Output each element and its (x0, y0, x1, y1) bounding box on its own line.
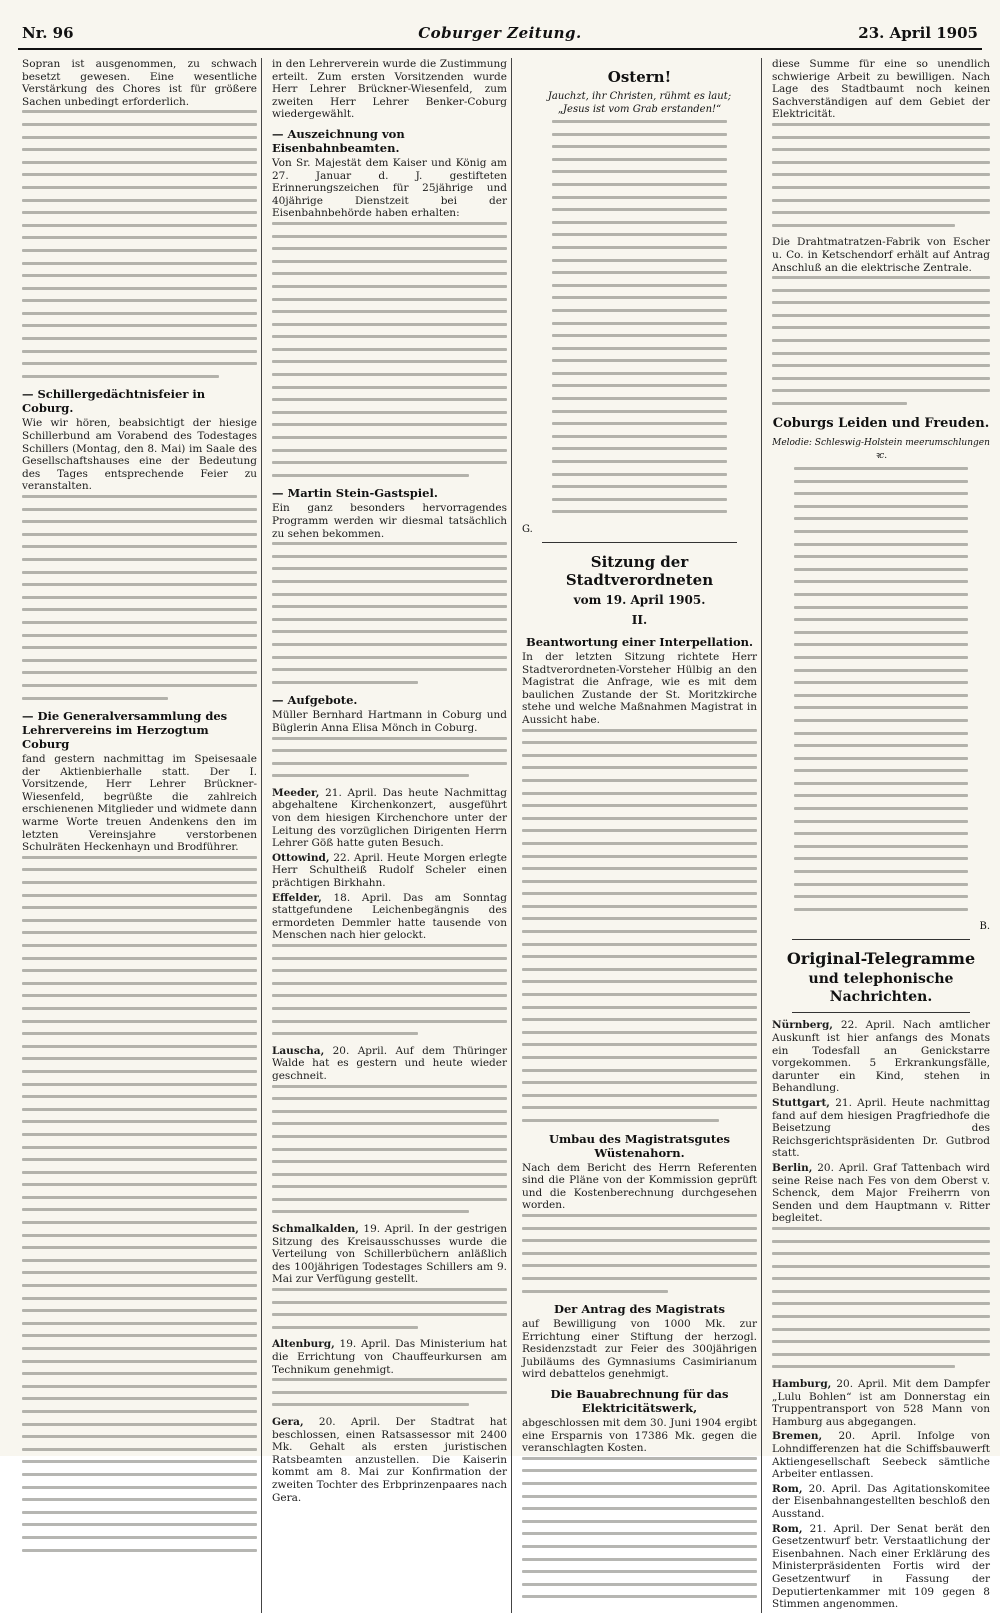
text-block (522, 1214, 757, 1293)
article-text: diese Summe für eine so unendlich schwierige Arbeit zu bewilligen. Nach Lage des Stadtbaumt noch keinen Sachverständigen auf dem Gebiet der Elektricität. (772, 58, 990, 121)
poem-lines (772, 467, 990, 911)
article-date: vom 19. April 1905. (573, 593, 706, 607)
article-text: abgeschlossen mit dem 30. Juni 1904 ergibt eine Ersparnis von 17386 Mk. gegen die veranschlagten Kosten. (522, 1417, 757, 1455)
divider (542, 542, 737, 543)
article-text: auf Bewilligung von 1000 Mk. zur Errichtung einer Stiftung der herzogl. Residenzstadt zur Feier des 300jährigen Jubiläums des Gymnasiums Casimirianum wird debattelos genehmigt. (522, 1318, 757, 1381)
poem-title: Coburgs Leiden und Freuden. (772, 416, 990, 432)
columns (18, 58, 991, 1611)
local-news-item: Lauscha, 20. April. Auf dem Thüringer Walde hat es gestern und heute wieder geschneit. (272, 1044, 507, 1082)
article-text: Die Drahtmatratzen-Fabrik von Escher u. Co. in Ketschendorf erhält auf Antrag Anschluß an die elektrische Zentrale. (772, 236, 990, 274)
telegram-item: Rom, 20. April. Das Agitationskomitee der Eisenbahnangestellten beschloß den Ausstand. (772, 1482, 991, 1520)
text-block (22, 495, 257, 700)
telegram-item: Rom, 21. April. Der Senat berät den Gesetzentwurf betr. Verstaatlichung der Eisenbahnen. Nach einer Erklärung des Ministerpräsidenten Fortis wird der Gesetzentwurf in Fassung der Deputiertenkammer mit 109 gegen 8 Stimmen angenommen. (772, 1522, 990, 1611)
telegram-item: Bremen, 20. April. Infolge von Lohndifferenzen hat die Schiffsbauwerft Aktiengesellschaft Seebeck sämtliche Arbeiter entlassen. (772, 1430, 990, 1481)
article-text: Müller Bernhard Hartmann in Coburg und Büglerin Anna Elisa Mönch in Coburg. (272, 709, 507, 734)
text-block (772, 1227, 990, 1369)
section-heading: Umbau des Magistratsgutes Wüstenahorn. (548, 1131, 731, 1160)
local-news-item: Gera, 20. April. Der Stadtrat hat beschlossen, einen Ratsassessor mit 2400 Mk. Gehalt als ersten juristischen Ratsbeamten anzustellen. Die Kaiserin kommt am 8. Mai zur Konfirmation der zweiten Tochter des Erbprinzenpaares nach Gera. (272, 1415, 508, 1504)
text-block (22, 110, 257, 377)
place-name: Ottowind, (272, 851, 330, 864)
text-block (272, 1378, 507, 1406)
masthead (18, 22, 982, 50)
issue-date: 23. April 1905 (858, 24, 978, 42)
local-news-item: Ottowind, 22. April. Heute Morgen erlegte Herr Schultheiß Rudolf Scheler einen prächtigen Birkhahn. (272, 851, 507, 890)
telegram-item: Berlin, 20. April. Graf Tattenbach wird seine Reise nach Fes von dem Oberst v. Schenck, dem Major Freiherrn von Senden und dem Hauptmann v. Ritter begleitet. (772, 1161, 990, 1225)
section-title: Original-Telegramme (786, 949, 976, 969)
text-block (272, 944, 507, 1035)
text-block (272, 542, 507, 684)
place-name: Schmalkalden, (272, 1223, 359, 1236)
article-part: II. (631, 613, 648, 627)
text-block (272, 1288, 507, 1329)
place-name: Rom, (772, 1482, 803, 1495)
poem-lines (522, 120, 757, 513)
section-heading: Beantwortung einer Interpellation. (526, 635, 753, 649)
article-text: fand gestern nachmittag im Speisesaale der Aktienbierhalle statt. Der I. Vorsitzende, Herr Lehrer Brückner-Wiesenfeld, begrüßte die zahlreich erschienenen Mitglieder und widmete dann warme Worte treuen Andenkens den im letzten Vereinsjahre verstorbenen Schulräten Heckenhayn und Brodführer. (22, 753, 257, 854)
place-name: Berlin, (772, 1161, 813, 1174)
article-title: Sitzung der Stadtverordneten (565, 553, 714, 589)
issue-number: Nr. 96 (22, 24, 74, 42)
place-name: Altenburg, (272, 1338, 335, 1351)
article-text: in den Lehrerverein wurde die Zustimmung erteilt. Zum ersten Vorsitzenden wurde Herr Lehrer Brückner-Wiesenfeld, zum zweiten Herr Lehrer Benker-Coburg wiedergewählt. (272, 58, 507, 121)
section-subtitle: und telephonische Nachrichten. (808, 971, 954, 1006)
place-name: Bremen, (772, 1430, 823, 1443)
article-text: Wie wir hören, beabsichtigt der hiesige Schillerbund am Vorabend des Todestages Schillers (Montag, den 8. Mai) im Saale des Gesellschaftshauses eine der Bedeutung des Tages entsprechende Feier zu veranstalten. (22, 417, 257, 493)
article-text: Ein ganz besonders hervorragendes Programm werden wir diesmal tatsächlich zu sehen bekommen. (272, 502, 507, 540)
divider (792, 1012, 970, 1013)
newspaper-title: Coburger Zeitung. (418, 24, 582, 42)
place-name: Meeder, (272, 786, 320, 799)
text-block (772, 123, 990, 227)
poem-melody: Melodie: Schleswig-Holstein meerumschlungen ꝛc. (772, 438, 990, 462)
poem (522, 90, 757, 116)
text-block (22, 856, 257, 1552)
text-block (272, 737, 507, 778)
article-text: Nach dem Bericht des Herrn Referenten sind die Pläne von der Kommission geprüft und die Kostenberechnung durchgesehen worden. (522, 1161, 757, 1212)
section-heading: — Aufgebote. (272, 693, 358, 708)
local-news-item: Effelder, 18. April. Das am Sonntag stattgefundene Leichenbegängnis des ermordeten Demmler hatte tausende von Menschen nach hier gelockt. (272, 891, 507, 942)
article-text: Sopran ist ausgenommen, zu schwach besetzt gewesen. Eine wesentliche Verstärkung des Chores ist für größere Sachen unbedingt erforderlich. (22, 58, 257, 108)
section-heading: Die Bauabrechnung für das Elektricitätswerk, (550, 1387, 729, 1416)
place-name: Hamburg, (772, 1378, 832, 1391)
place-name: Stuttgart, (772, 1096, 830, 1109)
place-name: Effelder, (272, 891, 322, 904)
poem-line: „Jesus ist vom Grab erstanden!“ (557, 104, 722, 115)
local-news-item: Schmalkalden, 19. April. In der gestrigen Sitzung des Kreisausschusses wurde die Verteilung von Schillerbüchern anläßlich des 100jährigen Todestages Schillers am 9. Mai zur Verfügung gestellt. (272, 1223, 507, 1286)
text-block (522, 729, 757, 1122)
text-block (272, 222, 507, 477)
column-1 (18, 58, 262, 1613)
column-2 (268, 58, 512, 1613)
article-text: Von Sr. Majestät dem Kaiser und König am 27. Januar d. J. gestifteten Erinnerungszeichen für 25jährige und 40jährige Dienstzeit bei der Eisenbahnbehörde haben erhalten: (272, 156, 507, 220)
poem-signature: B. (979, 921, 990, 933)
section-heading: — Martin Stein-Gastspiel. (272, 486, 438, 501)
article-text: In der letzten Sitzung richtete Herr Stadtverordneten-Vorsteher Hülbig an den Magistrat die Anfrage, wie es mit dem baulichen Zustande der St. Moritzkirche stehe und welche Maßnahmen Magistrat in Aussicht habe. (522, 651, 757, 726)
column-4 (768, 58, 994, 1613)
local-news-item: Meeder, 21. April. Das heute Nachmittag abgehaltene Kirchenkonzert, ausgeführt von dem hiesigen Kirchenchore unter der Leitung des vorzüglichen Dirigenten Herrn Lehrer Göß hatte guten Besuch. (272, 786, 507, 850)
divider (792, 939, 970, 940)
text-block (772, 276, 990, 405)
section-heading: Der Antrag des Magistrats (553, 1302, 725, 1317)
place-name: Nürnberg, (772, 1019, 833, 1032)
section-heading: — Die Generalversammlung des Lehrervereins im Herzogtum Coburg (22, 709, 228, 752)
poem-title: Ostern! (607, 68, 672, 86)
place-name: Gera, (272, 1415, 304, 1428)
place-name: Lauscha, (272, 1044, 325, 1057)
section-heading: — Schillergedächtnisfeier in Coburg. (22, 387, 206, 416)
section-heading: — Auszeichnung von Eisenbahnbeamten. (272, 126, 405, 155)
place-name: Rom, (772, 1522, 803, 1535)
column-3 (518, 58, 762, 1613)
text-block (522, 1457, 757, 1599)
local-news-item: Altenburg, 19. April. Das Ministerium hat die Errichtung von Chauffeurkursen am Technikum genehmigt. (272, 1338, 507, 1376)
text-block (272, 1085, 507, 1214)
poem-signature: G. (522, 524, 533, 535)
telegram-item: Stuttgart, 21. April. Heute nachmittag fand auf dem hiesigen Pragfriedhofe die Beisetzung des Reichsgerichtspräsidenten Dr. Gutbrod statt. (772, 1096, 990, 1160)
telegram-item: Hamburg, 20. April. Mit dem Dampfer „Lulu Bohlen“ ist am Donnerstag ein Truppentransport von 528 Mann von Hamburg aus abgegangen. (772, 1378, 991, 1428)
telegram-item: Nürnberg, 22. April. Nach amtlicher Auskunft ist hier anfangs des Monats ein Todesfall an Genickstarre vorgekommen. 5 Erkrankungsfälle, darunter ein Kind, stehen in Behandlung. (772, 1019, 990, 1095)
poem-line: Jauchzt, ihr Christen, rühmt es laut; (547, 91, 732, 102)
